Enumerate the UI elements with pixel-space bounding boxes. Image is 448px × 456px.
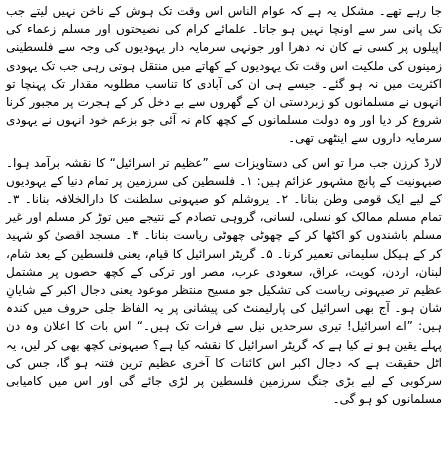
paragraph-1: جا رہے تھے۔ مشکل یہ ہے کہ عوام الناس اس وقت تک ہوش کے ناخن نہیں لیتے جب تک پانی سر سے اونچا نہیں ہو جاتا۔ علمائے کرام کی نصیحتوں اور مسلم زعماء کی اپیلوں پر کسی نے کان نہ دھرا اور جونہی سرمایہ دار یہودیوں کی وجہ سے فلسطینی زمینوں کی ملکیت اس وقت تک یہودیوں کے کھاتے میں منتقل ہوتی رہی جب تک یہودی اکثریت میں نہ ہو گئے۔ جیسے ہی ان کی آبادی کا تناسب مطلوبہ مقدار تک پہنچا تو انہوں نے مسلمانوں کو زبردستی ان کے گھروں سے بے دخل کر کے ہجرت پر مجبور کرنا شروع کر دیا اور وہ دولت مسلمانوں کے کچھ کام نہ آئی جو بزعم خود انہوں نے یہودی سرمایہ داروں سے اینٹھی تھی۔ — [6, 4, 442, 146]
paragraph-2: لارڈ کرزن جب مرا تو اس کی دستاویزات سے ”عظیم تر اسرائیل“ کا نقشہ برآمد ہوا۔ صیہونیت کے پانچ مشہور عزائم ہیں: ۱۔ فلسطین کی سرزمین پر تمام دنیا کے یہودیوں کے لیے ایک قومی وطن بنانا۔ ۲۔ یروشلم کو صیہونی سلطنت کا دارالخلافہ بنانا۔ ۳۔ تمام مسلم ممالک کو نسلی، لسانی، گروہی تصادم کے نتیجے میں توڑ کر مسلم اور غیر مسلم باشندوں کو اکٹھا کر کے چھوٹی چھوٹی ریاست بنانا۔ ۴۔ مسجد اقصیٰ کو شہید کر کے ہیکل سلیمانی تعمیر کرنا۔ ۵۔ گریٹر اسرائیل کا قیام، یعنی فلسطین کے بعد شام، لبنان، اردن، کویت، عراق، سعودی عرب، مصر اور ترکی کے کچھ حصوں پر مشتمل عظیم تر صیہونی ریاست کی تشکیل جو مسیح منتظر موعود یعنی دجال اکبر کے شایانِ شان ہو۔ آج بھی اسرائیل کی پارلیمنٹ کی پیشانی پر یہ الفاظ جلی حروف میں کندہ ہیں: ”اے اسرائیل! تیری سرحدیں نیل سے فرات تک ہیں۔“ اس بات کا اعلان وہ دن پہلے یقین ہو نے کیا ہے کہ گریٹر اسرائیل کا نقشہ کیا ہے؟ صیہونی کچھ بھی کر لیں، یہ اٹل حقیقت ہے کہ دجال اکبر اس کائنات کا آخری عظیم ترین فتنہ ہو گا، جس کی سرکوبی کے لیے بڑی جنگ سرزمین فلسطین پر لڑی جائے گی اور اس میں کامیابی مسلمانوں کو ہو گی۔ — [6, 155, 442, 407]
